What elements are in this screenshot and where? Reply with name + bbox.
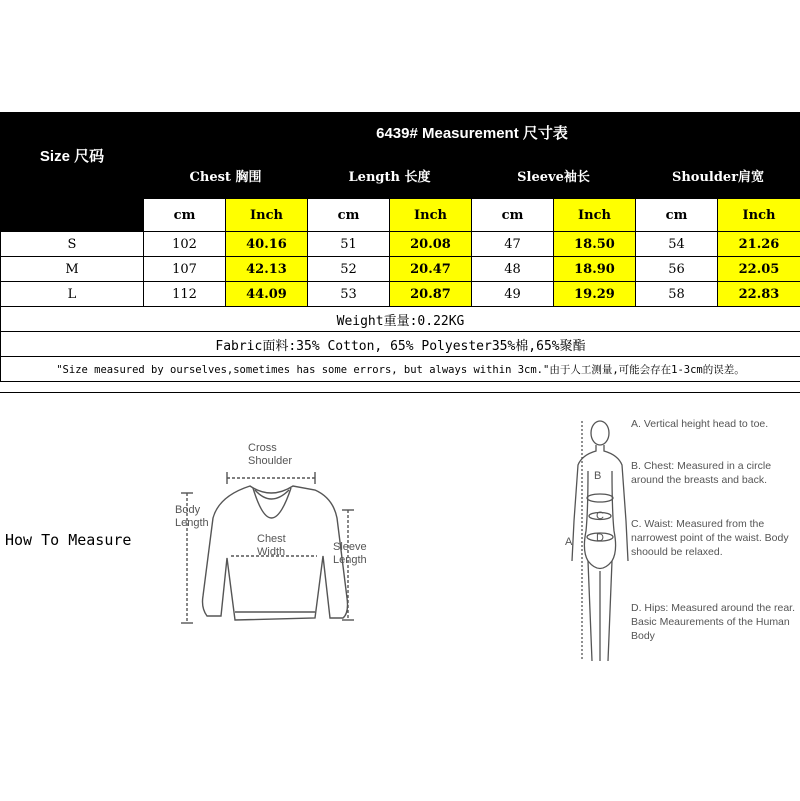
size-table: [0, 112, 800, 382]
value-cell: 19.29: [554, 282, 636, 307]
chest-width-label-1: Chest: [257, 533, 286, 545]
disclaimer-row: "Size measured by ourselves,sometimes has some errors, but always within 3cm."由于人工测量,可能会存在1-3cm的误差。: [1, 357, 800, 382]
value-cell: 44.09: [226, 282, 308, 307]
length-header: Length 长度: [308, 153, 472, 199]
size-cell: L: [1, 282, 144, 307]
unit-inch: Inch: [718, 199, 800, 232]
note-a: A. Vertical height head to toe.: [631, 417, 796, 431]
value-cell: 58: [636, 282, 718, 307]
unit-cm: cm: [308, 199, 390, 232]
value-cell: 20.08: [390, 232, 472, 257]
unit-cm: cm: [472, 199, 554, 232]
body-letter-b: B: [594, 470, 601, 482]
weight-row: Weight重量:0.22KG: [1, 307, 800, 332]
value-cell: 40.16: [226, 232, 308, 257]
table-title: 6439# Measurement 尺寸表: [144, 113, 800, 153]
blank-cell: [1, 199, 144, 232]
unit-inch: Inch: [390, 199, 472, 232]
value-cell: 102: [144, 232, 226, 257]
value-cell: 42.13: [226, 257, 308, 282]
how-to-measure-section: [0, 392, 800, 801]
value-cell: 53: [308, 282, 390, 307]
chest-header: Chest 胸围: [144, 153, 308, 199]
chest-width-label-2: Width: [257, 546, 285, 558]
unit-cm: cm: [144, 199, 226, 232]
sleeve-header: Sleeve袖长: [472, 153, 636, 199]
value-cell: 20.87: [390, 282, 472, 307]
value-cell: 112: [144, 282, 226, 307]
sweater-diagram: [165, 438, 385, 678]
note-c: C. Waist: Measured from the narrowest point of the waist. Body shoould be relaxed.: [631, 517, 796, 559]
value-cell: 22.05: [718, 257, 800, 282]
body-letter-c: C: [596, 510, 604, 522]
value-cell: 52: [308, 257, 390, 282]
note-b: B. Chest: Measured in a circle around the breasts and back.: [631, 459, 796, 487]
value-cell: 18.50: [554, 232, 636, 257]
fabric-row: Fabric面料:35% Cotton, 65% Polyester35%棉,65%聚酯: [1, 332, 800, 357]
value-cell: 21.26: [718, 232, 800, 257]
table-row: [1, 232, 800, 257]
value-cell: 47: [472, 232, 554, 257]
value-cell: 107: [144, 257, 226, 282]
how-to-measure-label: How To Measure: [5, 531, 131, 549]
body-length-label-1: Body: [175, 504, 201, 516]
cross-shoulder-label-2: Shoulder: [248, 455, 292, 467]
size-header: Size 尺码: [1, 113, 144, 199]
sleeve-length-label-1: Sleeve: [333, 541, 367, 553]
body-letter-a: A: [565, 536, 573, 548]
value-cell: 48: [472, 257, 554, 282]
size-cell: S: [1, 232, 144, 257]
table-row: [1, 282, 800, 307]
value-cell: 54: [636, 232, 718, 257]
value-cell: 18.90: [554, 257, 636, 282]
sleeve-length-label-2: Length: [333, 554, 367, 566]
unit-cm: cm: [636, 199, 718, 232]
note-d: D. Hips: Measured around the rear. Basic Meaurements of the Human Body: [631, 601, 796, 643]
unit-inch: Inch: [226, 199, 308, 232]
body-letter-d: D: [596, 532, 604, 544]
size-chart: [0, 112, 800, 382]
unit-inch: Inch: [554, 199, 636, 232]
value-cell: 56: [636, 257, 718, 282]
body-diagram: [560, 411, 630, 671]
value-cell: 51: [308, 232, 390, 257]
value-cell: 20.47: [390, 257, 472, 282]
value-cell: 22.83: [718, 282, 800, 307]
size-cell: M: [1, 257, 144, 282]
cross-shoulder-label-1: Cross: [248, 442, 277, 454]
body-length-label-2: Length: [175, 517, 209, 529]
shoulder-header: Shoulder肩宽: [636, 153, 800, 199]
table-row: [1, 257, 800, 282]
value-cell: 49: [472, 282, 554, 307]
